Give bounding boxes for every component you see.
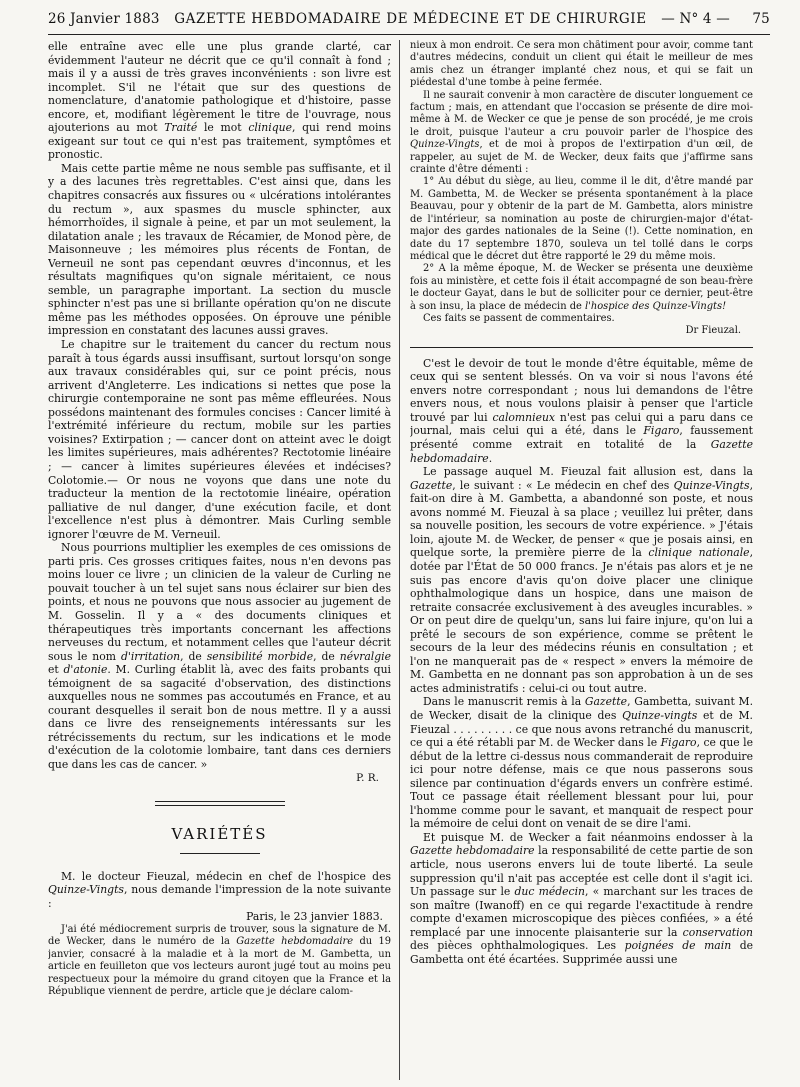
letter-signature: Dr Fieuzal.: [685, 325, 741, 337]
right-column: [410, 40, 753, 1082]
letter-paragraph: J'ai été médiocrement surpris de trouver, sous la signature de M. de Wecker, dans le numéro de la Gazette hebdomadaire du 19 janvier, consacré à la maladie et à la mort de M. Gambetta, un article en feuilleton que vos lecteurs auront jugé tout au moins peu respectueux pour la mémoire du grand citoyen que la France et la République viennent de perdre, article que je déclare calom-: [48, 923, 391, 997]
column-rule: [399, 40, 400, 1080]
running-head: [48, 8, 770, 30]
left-column: [48, 40, 391, 1082]
letter-paragraph: Ces faits se passent de commentaires.: [423, 312, 615, 324]
paragraph: Mais cette partie même ne nous semble pas suffisante, et il y a des lacunes très regrettables. C'est ainsi que, dans les chapitres consacrés aux fissures ou « ulcérations intolérantes du rectum », aux spasmes du muscle sphincter, aux hémorrhoïdes, il signale à peine, et par un mot seulement, la dilatation anale ; les travaux de Récamier, de Monod père, de Maisonneuve ; les mémoires plus récents de Fontan, de Verneuil ne sont pas cependant œuvres d'inconnus, et les résultats magnifiques qu'on signale méritaient, ce nous semble, un paragraphe important. La section du muscle sphincter n'est pas une si brillante opération qu'on ne discute même pas les méthodes opposées. On éprouve une pénible impression en constatant des lacunes aussi graves.: [48, 161, 391, 338]
paragraph: Nous pourrions multiplier les exemples de ces omissions de parti pris. Ces grosses critiques faites, nous n'en devons pas moins louer ce livre ; un clinicien de la valeur de Curling ne pouvait toucher à un tel sujet sans nous éclairer sur bien des points, et nous ne pouvons que nous associer au jugement de M. Gosselin. Il y a « des documents cliniques et thérapeutiques très importants concernant les affections nerveuses du rectum, et notamment celles que l'auteur décrit sous le nom d'irritation, de sensibilité morbide, de névralgie et d'atonie. M. Curling établit là, avec des faits probants qui témoignent de sa sagacité d'observation, des distinctions auxquelles nous ne sommes pas accoutumés en France, et au courant desquelles il serait bon de nous mettre. Il y a aussi dans ce livre des renseignements intéressants sur les rétrécissements du rectum, sur les indications et le mode d'exécution de la colotomie lombaire, tant dans ces derniers que dans les cas de cancer. »: [48, 541, 391, 771]
section-divider: [48, 796, 391, 810]
section-title: VARIÉTÉS: [171, 824, 268, 843]
paragraph: Le passage auquel M. Fieuzal fait allusion est, dans la Gazette, le suivant : « Le médecin en chef des Quinze-Vingts, fait-on dire à M. Gambetta, a abandonné son poste, et nous avons nommé M. Fieuzal à sa place ; veuillez lui prêter, dans sa nouvelle position, les secours de votre expérience. » J'étais loin, ajoute M. de Wecker, de penser « que je posais ainsi, en quelque sorte, la première pierre de la clinique nationale, dotée par l'État de 50 000 francs. Je n'étais pas alors et je ne suis pas encore d'avis qu'on doive placer une clinique ophthalmologique dans un hospice, dans une maison de retraite consacrée exclusivement à des aveugles incurables. » Or on peut dire de quelqu'un, sans lui faire injure, qu'on lui a prêté le secours de son expérience, comme se prêtent le secours de la leur des médecins réunis en consultation ; et l'on ne manquerait pas de « respect » envers la mémoire de M. Gambetta en ne donnant pas son approbation à un de ses actes administratifs : celui-ci ou tout autre.: [410, 465, 753, 695]
paragraph: Dans le manuscrit remis à la Gazette, Gambetta, suivant M. de Wecker, disait de la clinique des Quinze-vingts et de M. Fieuzal . . . . . . . . . ce que nous avons retranché du manuscrit, ce qui a été rétabli par M. de Wecker dans le Figaro, ce que le début de la lettre ci-dessus nous commanderait de reproduire ici pour notre défense, mais ce que nous passerons sous silence par continuation d'égards envers un confrère estimé. Tout ce passage était réellement blessant pour lui, pour l'homme comme pour le savant, et manquait de respect pour la mémoire de celui dont on venait de se dire l'ami.: [410, 695, 753, 831]
journal-title: GAZETTE HEBDOMADAIRE DE MÉDECINE ET DE CHIRURGIE: [174, 11, 647, 27]
page-number: 75: [752, 11, 770, 27]
issue-date: 26 Janvier 1883: [48, 11, 160, 27]
paragraph: M. le docteur Fieuzal, médecin en chef de l'hospice des Quinze-Vingts, nous demande l'impression de la note suivante :: [48, 869, 391, 910]
letter-paragraph: Il ne saurait convenir à mon caractère de discuter longuement ce factum ; mais, en attendant que l'occasion se présente de dire moi-même à M. de Wecker ce que je pense de son procédé, je me crois le droit, puisque l'auteur a cru pouvoir parler de l'hospice des Quinze-Vingts, et de moi à propos de l'extirpation d'un œil, de rappeler, au sujet de M. de Wecker, deux faits que j'affirme sans crainte d'être démenti :: [410, 89, 753, 176]
issue-number: — N° 4 —: [661, 11, 730, 27]
title-underline: [48, 844, 391, 858]
review-signature: P. R.: [356, 771, 379, 784]
paragraph: Le chapitre sur le traitement du cancer du rectum nous paraît à tous égards aussi insuffisant, surtout lorsqu'on songe aux travaux considérables qui, sur ce point précis, nous arrivent d'Angleterre. Les indications si nettes que pose la chirurgie contemporaine ne sont pas même effleurées. Nous possédons maintenant des formules concises : Cancer limité à l'extrémité inférieure du rectum, mobile sur les parties voisines? Extirpation ; — cancer dont on atteint avec le doigt les limites supérieures, mais adhérentes? Rectotomie linéaire ; — cancer à limites supérieures élevées et indécises? Colotomie.— Or nous ne voyons que dans une note du traducteur la mention de la rectotomie linéaire, opération palliative de nul danger, d'une exécution facile, et dont l'excellence n'est plus à démontrer. Mais Curling semble ignorer l'œuvre de M. Verneuil.: [48, 338, 391, 541]
letter-separator: [410, 347, 753, 348]
paragraph: C'est le devoir de tout le monde d'être équitable, même de ceux qui se sentent blessés. On va voir si nous l'avons été envers notre correspondant ; nous lui demandons de l'être envers nous, et nous voulons plaisir à penser que l'article trouvé par lui calomnieux n'est pas celui qui a paru dans ce journal, mais celui qui a été, dans le Figaro, faussement présenté comme extrait en totalité de la Gazette hebdomadaire.: [410, 356, 753, 465]
issue-number-and-page: [661, 11, 770, 27]
letter-dateline: Paris, le 23 janvier 1883.: [246, 910, 383, 924]
letter-paragraph: 2° A la même époque, M. de Wecker se présenta une deuxième fois au ministère, et cette fois il était accompagné de son beau-frère le docteur Gayat, dans le but de solliciter pour ce dernier, peut-être à son insu, la place de médecin de l'hospice des Quinze-Vingts!: [410, 263, 753, 312]
paragraph: Et puisque M. de Wecker a fait néanmoins endosser à la Gazette hebdomadaire la responsabilité de cette partie de son article, nous userons envers lui de toute liberté. La seule suppression qu'il n'ait pas acceptée est celle dont il s'agit ici. Un passage sur le duc médecin, « marchant sur les traces de son maître (Iwanoff) en ce qui regarde l'exactitude à rendre compte d'examen microscopique des pièces confiées, » a été remplacé par une innocente plaisanterie sur la conservation des pièces ophthalmologiques. Les poignées de main de Gambetta ont été écartées. Supprimée aussi une: [410, 830, 753, 966]
letter-paragraph: nieux à mon endroit. Ce sera mon châtiment pour avoir, comme tant d'autres médecins, conduit un client qui était le meilleur de mes amis chez un étranger implanté chez nous, et qui se fait un piédestal d'une tombe à peine fermée.: [410, 40, 753, 89]
header-rule: [48, 34, 770, 35]
letter-paragraph: 1° Au début du siège, au lieu, comme il le dit, d'être mandé par M. Gambetta, M. de Wecker se présenta spontanément à la place Beauvau, pour y obtenir de la part de M. Gambetta, alors ministre de l'intérieur, sa nomination au poste de chirurgien-major d'état-major des gardes nationales de la Seine (!). Cette nomination, en date du 17 septembre 1870, souleva un tel tollé dans le corps médical que le décret dut être rapporté le 29 du même mois.: [410, 176, 753, 262]
paragraph: elle entraîne avec elle une plus grande clarté, car évidemment l'auteur ne décrit que ce qu'il connaît à fond ; mais il y a aussi de très graves inconvénients : son livre est incomplet. S'il ne l'était que sur des questions de nomenclature, d'anatomie pathologique et d'histoire, passe encore, et, modifiant légèrement le titre de l'ouvrage, nous ajouterions au mot Traité le mot clinique, qui rend moins exigeant sur tout ce qui n'est pas traitement, symptômes et pronostic.: [48, 40, 391, 162]
